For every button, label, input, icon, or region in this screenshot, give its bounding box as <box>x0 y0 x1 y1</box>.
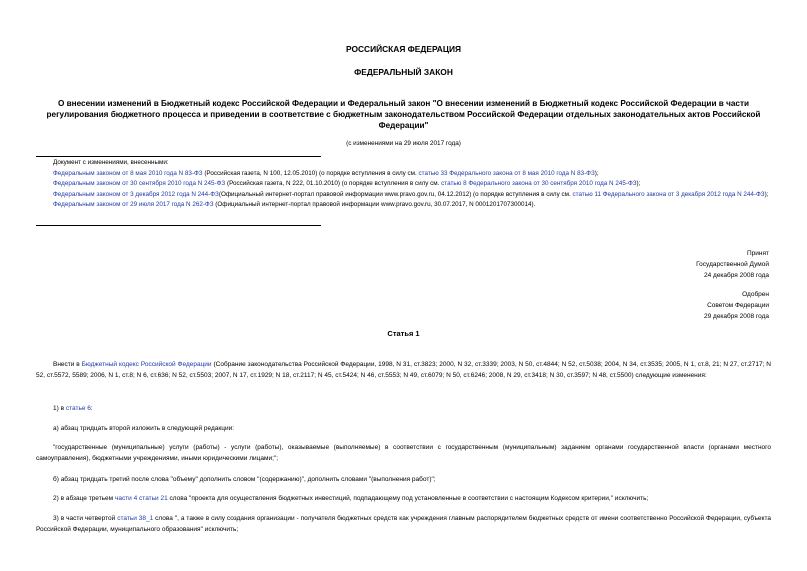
duma-adoption <box>696 248 769 281</box>
change-text: ); <box>764 190 769 198</box>
article-paragraph: б) абзац тридцать третий после слова "объему" дополнить словом "(содержанию)", дополнить словами "(выполнения работ)"; <box>53 476 436 483</box>
article-heading: Статья 1 <box>387 329 420 338</box>
paragraph-text: Внести в <box>53 361 82 368</box>
budget-code-link[interactable]: Бюджетный кодекс Российской Федерации <box>81 361 212 368</box>
change-item <box>36 200 771 211</box>
change-text: ); <box>594 169 599 177</box>
paragraph-text: : <box>90 405 93 412</box>
paragraph-text: слова ", а также в силу создания организации - получателя бюджетных средств как учреждения главным распорядителем бюджетных средств от имени соответственно Российской Федерации, субъекта Российской Федерации, муниципального образования" исключить; <box>36 515 771 533</box>
paragraph-text: 3) в части четвертой <box>53 515 118 522</box>
paragraph-text: слова "проекта для осуществления бюджетных инвестиций, подпадающему под установленные в соответствии с настоящим Кодексом критерии," исключить; <box>167 495 649 502</box>
article-6-link[interactable]: статье 6 <box>65 405 91 412</box>
article-paragraph <box>36 513 771 535</box>
change-text: (Российская газета, N 222, 01.10.2010) (о порядке вступления в силу см. <box>225 180 442 187</box>
change-item <box>36 169 771 180</box>
effective-date-link[interactable]: статью 8 Федерального закона от 30 сентября 2010 года N 245-ФЗ <box>441 180 637 187</box>
change-text: (Официальный интернет-портал правовой информации www.pravo.gov.ru, 04.12.2012) (о порядке вступления в силу см. <box>218 190 573 198</box>
paragraph-text: 1) в <box>53 405 66 412</box>
revision-note: (с изменениями на 29 июля 2017 года) <box>346 140 461 147</box>
amending-law-link[interactable]: Федеральным законом от 29 июля 2017 года N 262-ФЗ <box>53 201 214 208</box>
article-21-link[interactable]: части 4 статьи 21 <box>114 495 168 502</box>
effective-date-link[interactable]: статью 33 Федерального закона от 8 мая 2010 года N 83-ФЗ <box>418 169 595 177</box>
changes-block <box>36 158 771 211</box>
changes-bottom-divider <box>36 225 321 226</box>
change-text: (Официальный интернет-портал правовой информации www.pravo.gov.ru, 30.07.2017, N 0001201707300014). <box>213 201 536 208</box>
amending-law-link[interactable]: Федеральным законом от 8 мая 2010 года N 83-ФЗ <box>53 169 203 177</box>
article-38-1-link[interactable]: статьи 38_1 <box>117 515 154 522</box>
paragraph-text: (Собрание законодательства Российской Федерации, 1998, N 31, ст.3823; 2000, N 32, ст.3339; 2003, N 50, ст.4844; N 52, ст.5038; 2004, N 34, ст.3535; 2005, N 1, ст.8, 21; N 27, ст.2717; N 52, ст.5572, 5589; 2006, N 1, ст.8; N 6, ст.636; N 52, ст.5503; 2007, N 17, ст.1929; N 18, ст.2117; N 45, ст.5424; N 46, ст.5553; N 49, ст.6079; N 50, ст.6246; 2008, N 29, ст.3418; N 30, ст.3597; N 48, ст.5500) следующие изменения: <box>36 361 771 379</box>
amending-law-link[interactable]: Федеральным законом от 30 сентября 2010 года N 245-ФЗ <box>53 180 226 187</box>
approval-date: 29 декабря 2008 года <box>703 313 769 320</box>
adoption-line: Государственной Думой <box>696 261 769 268</box>
change-text: ); <box>636 180 641 187</box>
amending-law-link[interactable]: Федеральным законом от 3 декабря 2012 года N 244-ФЗ <box>53 190 219 198</box>
country-heading: РОССИЙСКАЯ ФЕДЕРАЦИЯ <box>345 44 462 54</box>
changes-heading: Документ с изменениями, внесенными: <box>53 159 169 166</box>
adoption-date: 24 декабря 2008 года <box>703 272 769 279</box>
article-paragraph <box>36 359 771 381</box>
approval-line: Одобрен <box>742 291 769 298</box>
changes-top-divider <box>36 156 321 157</box>
change-text: (Российская газета, N 100, 12.05.2010) (о порядке вступления в силу см. <box>202 169 419 177</box>
adoption-line: Принят <box>746 250 769 257</box>
approval-line: Советом Федерации <box>707 302 769 309</box>
change-item <box>36 190 771 201</box>
effective-date-link[interactable]: статью 11 Федерального закона от 3 декабря 2012 года N 244-ФЗ <box>572 190 765 198</box>
article-paragraph: а) абзац тридцать второй изложить в следующей редакции: <box>53 425 235 432</box>
change-item <box>36 179 771 190</box>
article-paragraph <box>36 403 788 414</box>
council-approval <box>704 289 769 322</box>
paragraph-text: 2) в абзаце третьем <box>53 495 115 502</box>
article-paragraph <box>36 493 788 504</box>
article-paragraph: "государственные (муниципальные) услуги (работы) - услуги (работы), оказываемые (выполняемые) в соответствии с государственным (муниципальным) заданием органами государственной власти (органами местного самоуправления), бюджетными учреждениями, иными юридическими лицами;"; <box>36 444 771 462</box>
law-type-heading: ФЕДЕРАЛЬНЫЙ ЗАКОН <box>354 67 453 77</box>
law-title: О внесении изменений в Бюджетный кодекс Российской Федерации и Федеральный закон "О внесении изменений в Бюджетный кодекс Российской Федерации в части регулирования бюджетного процесса и приведении в соответствие с бюджетным законодательством Российской Федерации отдельных законодательных актов Российской Федерации" <box>46 99 761 130</box>
